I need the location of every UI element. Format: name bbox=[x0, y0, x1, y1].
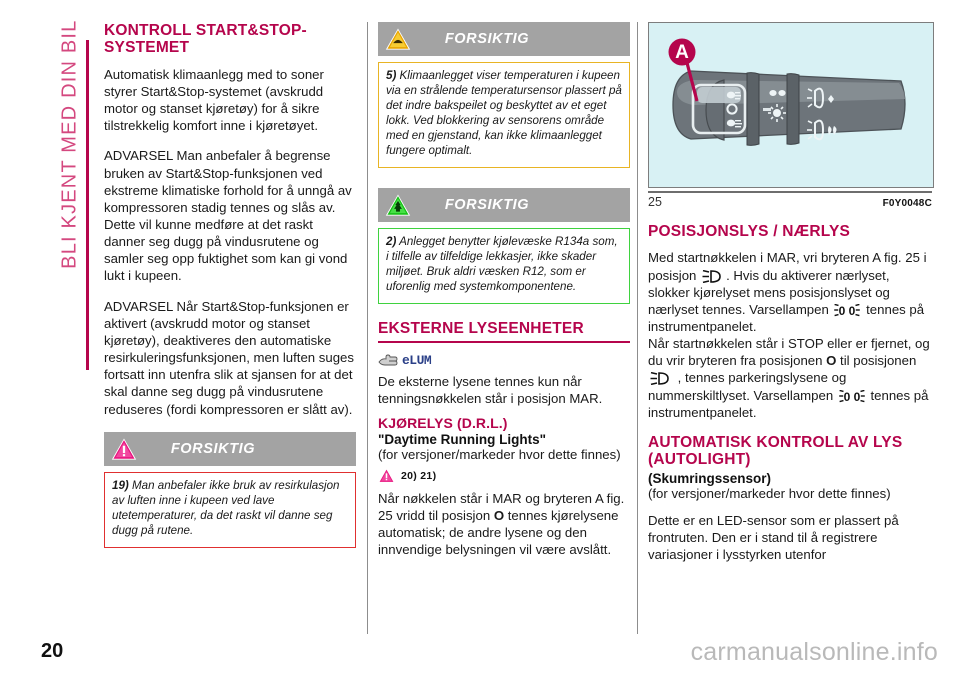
warning-triangle-green-icon bbox=[385, 192, 411, 218]
autolight-availability-note: (for versjoner/markeder hvor dette finnes) bbox=[648, 486, 891, 502]
pointer-note-text: De eksterne lysene tennes kun når tenningsnøkkelen står i posisjon MAR. bbox=[378, 373, 603, 407]
drl-availability-note: (for versjoner/markeder hvor dette finnes) bbox=[378, 447, 621, 463]
figure-callout-a: A bbox=[675, 42, 689, 63]
caution-body-5: Klimaanlegget viser temperaturen i kupeen via en strålende temperatursensor plassert på det indre bakspeilet og beskyttet av et eget lokk. Ved blokkering av sensorens område med en gjenstand, kan ikke klimaanlegget fungere optimalt. bbox=[386, 69, 622, 157]
stalk-switch-illustration bbox=[649, 23, 933, 187]
figure-code: F0Y0048C bbox=[882, 198, 932, 209]
caution-block-5 bbox=[378, 22, 630, 168]
pointer-mark-label: eLUM bbox=[402, 353, 432, 369]
low-beam-symbol bbox=[702, 270, 724, 283]
subsection-subheading-drl: "Daytime Running Lights" bbox=[378, 431, 547, 447]
posisjonslys-text-2c: , tennes parkeringslysene og nummerskiltlyset. Varsellampen bbox=[648, 370, 847, 403]
column-divider-right bbox=[637, 22, 638, 634]
caution-marker-19: 19) bbox=[112, 478, 129, 492]
caution-body-19: Man anbefaler ikke bruk av resirkulasjon av luften inne i kupeen ved lave utetemperaturer, da det raskt vil danne seg dugg på rutene. bbox=[112, 478, 340, 537]
drl-body-a: Når nøkkelen står i MAR og bryteren A fig. 25 vridd til posisjon bbox=[378, 491, 625, 524]
drl-position-o: O bbox=[493, 508, 505, 524]
posisjonslys-text-2b: til posisjonen bbox=[836, 353, 917, 369]
caution-text-5 bbox=[378, 62, 630, 168]
paragraph-intro: Automatisk klimaanlegg med to soner styrer Start&Stop-systemet (avskrudd motor og stanset kjøretøy) for å sikre tilstrekkelig komfort inne i kjøretøyet. bbox=[104, 66, 324, 134]
warning-triangle-pink-icon bbox=[378, 467, 395, 484]
paragraph-warning-1: ADVARSEL Man anbefaler å begrense bruken av Start&Stop-funksjonen ved ekstreme klimatiske forhold for å unngå av kompressoren stadig tennes og slås av. Dette vil kunne medføre at det raskt danner seg dugg på vindusrutene og samler seg opp fuktighet som kan gi vond lukt i kupeen. bbox=[104, 148, 352, 284]
autolight-body: Dette er en LED-sensor som er plassert på frontruten. Den er i stand til å registrere variasjoner i lysstyrken utenfor bbox=[648, 513, 899, 563]
caution-block-19 bbox=[104, 432, 356, 548]
column-divider-left bbox=[367, 22, 368, 634]
low-beam-symbol bbox=[650, 372, 672, 385]
chapter-tab-rule bbox=[86, 40, 89, 370]
drl-body-b: tennes kjørelysene automatisk; de andre lysene og den innvendige belysningen vil være avslått. bbox=[378, 508, 619, 558]
pointing-hand-icon bbox=[378, 353, 400, 369]
posisjonslys-body-1 bbox=[648, 249, 932, 335]
section-heading-posisjonslys: POSISJONSLYS / NÆRLYS bbox=[648, 223, 851, 240]
posisjonslys-position-o: O bbox=[826, 353, 837, 369]
warning-triangle-pink-icon bbox=[111, 436, 137, 462]
figure-number: 25 bbox=[648, 195, 662, 209]
posisjonslys-text-1b: . Hvis du aktiverer nærlyset, slokker kjørelyset mens posisjonslyset og nærlyset tennes. Varsellampen bbox=[648, 267, 890, 317]
position-light-symbol bbox=[839, 390, 865, 403]
caution-header-amber bbox=[378, 22, 630, 56]
caution-header bbox=[104, 432, 356, 466]
column-two bbox=[378, 22, 630, 572]
warning-triangle-amber-icon bbox=[385, 26, 411, 52]
posisjonslys-text-2d: tennes på instrumentpanelet. bbox=[648, 387, 929, 420]
page-title: KONTROLL START&STOP-SYSTEMET bbox=[104, 22, 307, 57]
paragraph-warning-2: ADVARSEL Når Start&Stop-funksjonen er aktivert (avskrudd motor og stanset kjøretøy), deaktiveres den automatiske resirkuleringsfunksjonen, men luften suges fortsatt inn utenfra slik at sjansen for at det skal danne seg dugg på vindusrutene reduseres (fordi kompressoren er slått av). bbox=[104, 298, 354, 417]
drl-marker-row bbox=[378, 467, 630, 484]
column-three bbox=[648, 22, 932, 577]
position-light-symbol bbox=[834, 304, 860, 317]
svg-text:0 0: 0 0 bbox=[839, 303, 856, 317]
posisjonslys-text-2a: Når startnøkkelen står i STOP eller er fjernet, og du vrir bryteren fra posisjonen bbox=[648, 336, 930, 369]
pointer-note-row bbox=[378, 351, 630, 371]
chapter-tab-label: BLI KJENT MED DIN BIL bbox=[58, 19, 81, 269]
caution-title: FORSIKTIG bbox=[170, 440, 256, 457]
subsection-heading-drl: KJØRELYS (D.R.L.) bbox=[378, 415, 508, 432]
autolight-subheading: (Skumringssensor) bbox=[648, 470, 772, 486]
page-number: 20 bbox=[41, 640, 64, 662]
caution-body-2: Anlegget benytter kjølevæske R134a som, i tilfelle av tilfeldige lekkasjer, ikke skader miljøet. Bruk aldri væsken R12, som er uforenlig med systemkomponentene. bbox=[386, 234, 618, 293]
posisjonslys-body-2 bbox=[648, 335, 932, 421]
figure-image bbox=[648, 22, 934, 188]
posisjonslys-text-1a: Med startnøkkelen i MAR, vri bryteren A fig. 25 i posisjon bbox=[648, 250, 927, 283]
figure-25 bbox=[648, 22, 932, 209]
chapter-tab bbox=[28, 20, 92, 620]
caution-title-amber: FORSIKTIG bbox=[444, 31, 530, 47]
svg-text:0 0: 0 0 bbox=[843, 389, 861, 403]
drl-markers: 20) 21) bbox=[401, 469, 437, 482]
watermark: carmanualsonline.info bbox=[690, 638, 938, 666]
figure-caption bbox=[648, 191, 932, 209]
section-heading-autolight: AUTOMATISK KONTROLL AV LYS (AUTOLIGHT) bbox=[648, 433, 903, 469]
section-heading-eksterne: EKSTERNE LYSEENHETER bbox=[378, 320, 630, 343]
caution-title-green: FORSIKTIG bbox=[444, 196, 530, 213]
caution-marker-5: 5) bbox=[386, 69, 397, 82]
caution-marker-2: 2) bbox=[386, 234, 397, 248]
caution-text-2 bbox=[378, 228, 630, 304]
column-one bbox=[104, 22, 356, 554]
drl-body bbox=[378, 490, 630, 559]
caution-text-19 bbox=[104, 472, 356, 548]
caution-header-green bbox=[378, 188, 630, 222]
posisjonslys-text-1c: tennes på instrumentpanelet. bbox=[648, 301, 925, 334]
caution-block-2 bbox=[378, 188, 630, 304]
